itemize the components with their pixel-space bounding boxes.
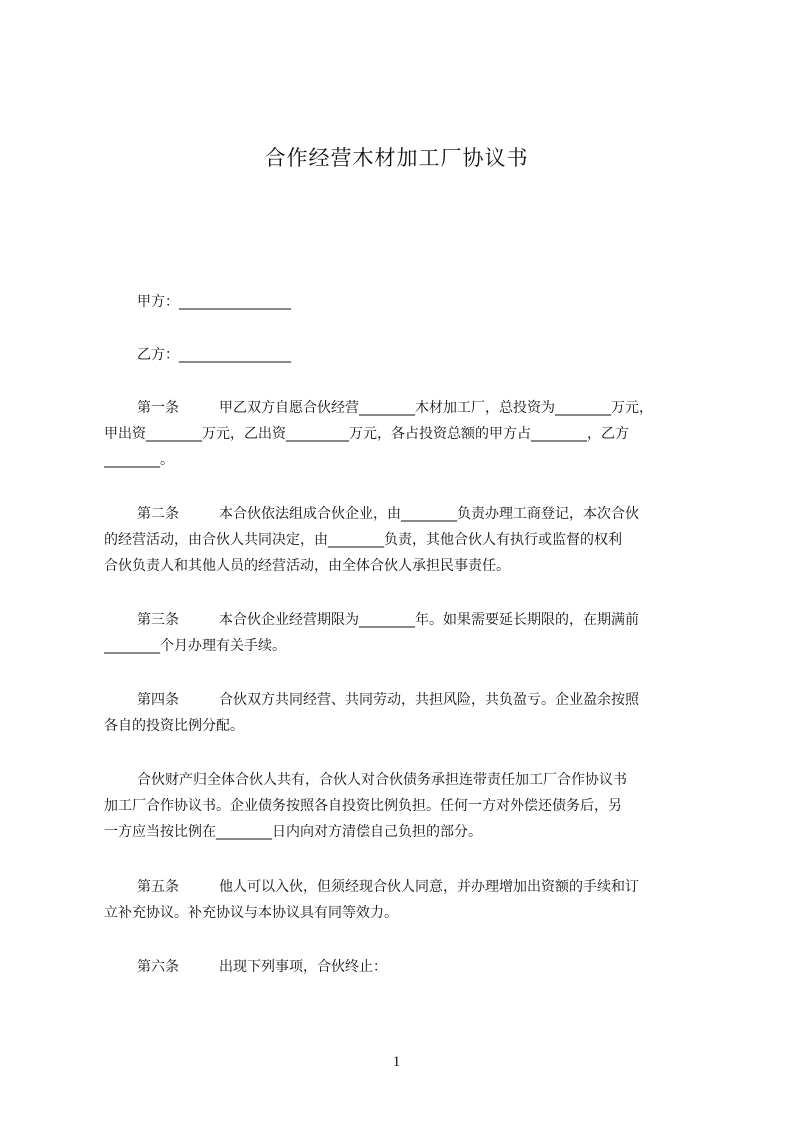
- article-4: [104, 687, 702, 739]
- article-line: 第四条 合伙双方共同经营、共同劳动，共担风险，共负盈亏。企业盈余按照: [137, 692, 639, 708]
- article-line: 各自的投资比例分配。: [104, 718, 244, 734]
- article-line: 第一条 甲乙双方自愿合伙经营________木材加工厂，总投资为________万元，: [137, 400, 653, 416]
- article-line: 甲出资________万元，乙出资_________万元，各占投资总额的甲方占________，乙方: [104, 426, 629, 442]
- page-number: 1: [392, 1054, 401, 1070]
- article-line: 第二条 本合伙依法组成合伙企业，由________负责办理工商登记，本次合伙: [137, 506, 639, 522]
- article-label: 第一条: [137, 400, 179, 416]
- article-label: 第三条: [137, 612, 179, 628]
- article-line: ________个月办理有关手续。: [104, 638, 286, 654]
- article-line: 合伙负责人和其他人员的经营活动，由全体合伙人承担民事责任。: [104, 558, 510, 574]
- article-line: ________。: [104, 452, 174, 468]
- article-label: 第二条: [137, 506, 179, 522]
- party-a-line: 甲方：________________: [137, 294, 291, 310]
- party-b-line: 乙方：________________: [137, 347, 291, 363]
- paragraph-line: 加工厂合作协议书。企业债务按照各自投资比例负担。任何一方对外偿还债务后，另: [104, 798, 622, 814]
- article-line: 第六条 出现下列事项，合伙终止：: [137, 959, 387, 975]
- article-line: 立补充协议。补充协议与本协议具有同等效力。: [104, 905, 398, 921]
- article-1: [104, 395, 702, 473]
- article-label: 第四条: [137, 692, 179, 708]
- article-3: [104, 607, 702, 659]
- paragraph-line: 合伙财产归全体合伙人共有，合伙人对合伙债务承担连带责任加工厂合作协议书: [137, 772, 627, 788]
- article-6: [104, 954, 702, 980]
- paragraph-line: 一方应当按比例在________日内向对方清偿自己负担的部分。: [104, 824, 482, 840]
- article-line: 第三条 本合伙企业经营期限为________年。如果需要延长期限的，在期满前: [137, 612, 639, 628]
- article-line: 的经营活动，由合伙人共同决定，由________负责，其他合伙人有执行或监督的权利: [104, 532, 622, 548]
- document-title: 合作经营木材加工厂协议书: [264, 146, 529, 170]
- article-5: [104, 874, 702, 926]
- article-label: 第六条: [137, 959, 179, 975]
- article-2: [104, 501, 702, 579]
- property-paragraph: [104, 767, 702, 845]
- article-label: 第五条: [137, 879, 179, 895]
- article-line: 第五条 他人可以入伙，但须经现合伙人同意，并办理增加出资额的手续和订: [137, 879, 639, 895]
